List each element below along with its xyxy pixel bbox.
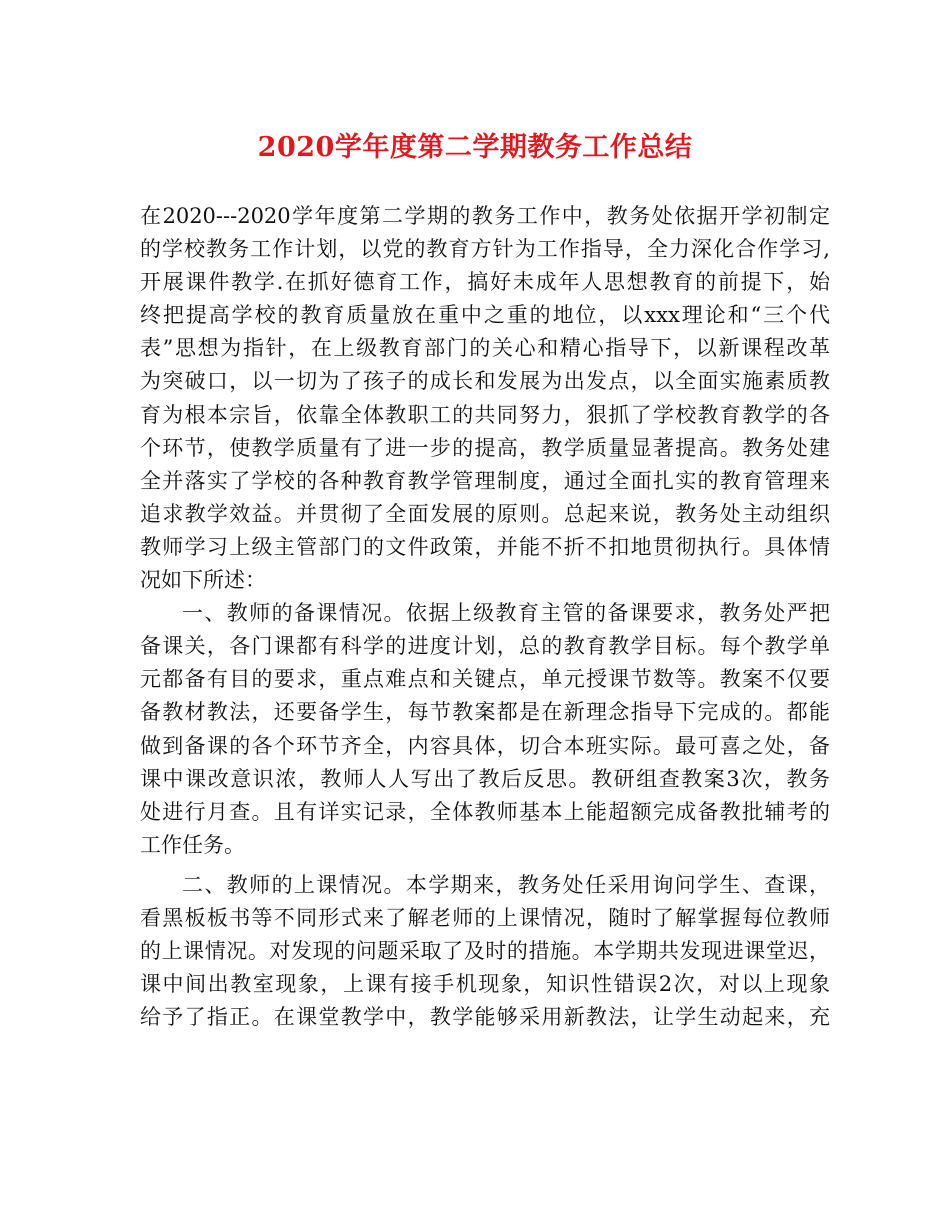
text-line: 给予了指正。在课堂教学中，教学能够采用新教法，让学生动起来，充 xyxy=(140,1005,830,1030)
text-line: 备教材教法，还要备学生，每节教案都是在新理念指导下完成的。都能 xyxy=(140,700,830,725)
text-line: 开展课件教学.在抓好德育工作，搞好未成年人思想教育的前提下，始 xyxy=(140,270,830,295)
text-line: 做到备课的各个环节齐全，内容具体，切合本班实际。最可喜之处，备 xyxy=(140,733,830,758)
text-line: 课中课改意识浓，教师人人写出了教后反思。教研组查教案3次，教务 xyxy=(140,766,830,791)
text-line: 的学校教务工作计划，以党的教育方针为工作指导，全力深化合作学习, xyxy=(140,237,830,262)
text-line: 一、教师的备课情况。依据上级教育主管的备课要求，教务处严把 xyxy=(182,601,830,626)
text-line: 终把提高学校的教育质量放在重中之重的地位，以xxx理论和“三个代 xyxy=(140,303,830,328)
text-line: 的上课情况。对发现的问题采取了及时的措施。本学期共发现进课堂迟， xyxy=(140,939,830,964)
text-line: 元都备有目的要求，重点难点和关键点，单元授课节数等。教案不仅要 xyxy=(140,667,830,692)
text-line: 教师学习上级主管部门的文件政策，并能不折不扣地贯彻执行。具体情 xyxy=(140,534,830,559)
text-line: 二、教师的上课情况。本学期来，教务处任采用询问学生、查课， xyxy=(182,872,830,897)
text-line: 为突破口，以一切为了孩子的成长和发展为出发点，以全面实施素质教 xyxy=(140,369,830,394)
paragraph-teaching xyxy=(140,869,830,1034)
text-line: 个环节，使教学质量有了进一步的提高，教学质量显著提高。教务处建 xyxy=(140,435,830,460)
text-line: 处进行月查。且有详实记录，全体教师基本上能超额完成备教批辅考的 xyxy=(140,799,830,824)
text-line: 看黑板板书等不同形式来了解老师的上课情况，随时了解掌握每位教师 xyxy=(140,905,830,930)
text-line: 工作任务。 xyxy=(140,832,245,857)
paragraph-gap xyxy=(140,862,830,869)
text-line: 况如下所述： xyxy=(140,568,266,593)
text-line: 表”思想为指针，在上级教育部门的关心和精心指导下，以新课程改革 xyxy=(140,336,830,361)
text-line: 全并落实了学校的各种教育教学管理制度，通过全面扎实的教育管理来 xyxy=(140,468,830,493)
document-body xyxy=(140,200,830,1034)
text-line: 追求教学效益。并贯彻了全面发展的原则。总起来说，教务处主动组织 xyxy=(140,501,830,526)
paragraph-intro xyxy=(140,200,830,597)
text-line: 育为根本宗旨，依靠全体教职工的共同努力，狠抓了学校教育教学的各 xyxy=(140,402,830,427)
text-line: 课中间出教室现象，上课有接手机现象，知识性错误2次，对以上现象 xyxy=(140,972,830,997)
document-title: 2020学年度第二学期教务工作总结 xyxy=(257,132,693,163)
paragraph-lesson-prep xyxy=(140,597,830,862)
text-line: 备课关，各门课都有科学的进度计划，总的教育教学目标。每个教学单 xyxy=(140,634,830,659)
text-line: 在2020---2020学年度第二学期的教务工作中，教务处依据开学初制定 xyxy=(140,204,830,228)
